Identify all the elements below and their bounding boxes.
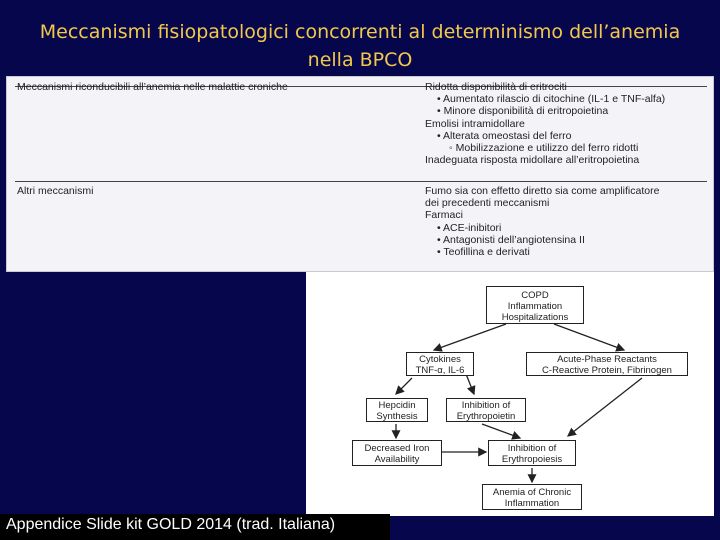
box-iron-line-1: Decreased Iron: [364, 443, 430, 454]
table-row-2-item: • ACE-inibitori: [437, 221, 502, 234]
table-row-1-item: ◦ Mobilizzazione e utilizzo del ferro ridotti: [449, 141, 639, 154]
table-row-2-item: Farmaci: [425, 209, 463, 222]
title-line-2: nella BPCO: [307, 49, 413, 71]
table-row-2-item: • Teofillina e derivati: [437, 245, 530, 258]
box-copd-line-2: Inflammation: [507, 301, 563, 312]
table-row-2-item: dei precedenti meccanismi: [425, 197, 550, 210]
arrow-epo-erythro: [482, 424, 520, 438]
arrow-copd-acute: [554, 324, 624, 350]
box-epo-inhibition: [446, 398, 526, 422]
box-anemia: [482, 484, 582, 510]
box-acute-line-2: C-Reactive Protein, Fibrinogen: [542, 365, 672, 376]
title-line-1: Meccanismi fisiopatologici concorrenti al determinismo dell’anemia: [39, 21, 681, 43]
box-cytokines-line-2: TNF-α, IL-6: [415, 365, 465, 376]
box-copd-line-1: COPD: [521, 290, 549, 301]
pathophysiology-diagram: [306, 272, 714, 516]
box-cytokines: [406, 352, 474, 376]
table-row-2-item: • Antagonisti dell’angiotensina II: [437, 233, 585, 246]
table-row-1-item: • Alterata omeostasi del ferro: [437, 129, 572, 142]
arrow-acute-erythro: [568, 378, 642, 436]
box-copd: [486, 286, 584, 324]
box-epo-line-1: Inhibition of: [461, 400, 511, 411]
box-anemia-line-2: Inflammation: [504, 498, 560, 509]
row-1-items: [425, 81, 665, 166]
arrow-cytokines-epo: [466, 374, 474, 394]
table-row-1-item: Inadeguata risposta midollare all’eritropoietina: [425, 154, 640, 167]
box-hepcidin-line-1: Hepcidin: [378, 400, 416, 411]
box-copd-line-3: Hospitalizations: [501, 312, 569, 323]
mechanisms-table: [6, 76, 714, 272]
slide-title: [0, 18, 720, 74]
row-1-label: Meccanismi riconducibili all’anemia nelle malattie croniche: [17, 81, 288, 93]
table-mid-rule: [15, 181, 707, 182]
arrow-cytokines-hepcidin: [396, 378, 412, 394]
table-row-1-item: Emolisi intramidollare: [425, 117, 525, 130]
box-acute-phase: [526, 352, 688, 376]
footer-caption: Appendice Slide kit GOLD 2014 (trad. Italiana): [6, 516, 336, 533]
row-2-label: Altri meccanismi: [17, 185, 94, 197]
box-iron: [352, 440, 442, 466]
box-hepcidin: [366, 398, 428, 422]
box-hepcidin-line-2: Synthesis: [376, 411, 418, 422]
arrow-copd-cytokines: [434, 324, 506, 350]
table-row-2-item: Fumo sia con effetto diretto sia come amplificatore: [425, 185, 660, 197]
box-acute-line-1: Acute-Phase Reactants: [557, 354, 657, 365]
table-row-1-item: • Aumentato rilascio di citochine (IL-1 e TNF-alfa): [437, 93, 666, 106]
box-cytokines-line-1: Cytokines: [419, 354, 461, 365]
box-erythro-line-2: Erythropoiesis: [501, 454, 563, 465]
table-row-1-item: • Minore disponibilità di eritropoietina: [437, 105, 609, 118]
table-row-1-item: Ridotta disponibilità di eritrociti: [425, 81, 567, 93]
box-erythro-line-1: Inhibition of: [507, 443, 557, 454]
box-epo-line-2: Erythropoietin: [456, 411, 516, 422]
box-anemia-line-1: Anemia of Chronic: [492, 487, 572, 498]
row-2-items: [425, 185, 659, 258]
box-erythropoiesis: [488, 440, 576, 466]
box-iron-line-2: Availability: [374, 454, 420, 465]
